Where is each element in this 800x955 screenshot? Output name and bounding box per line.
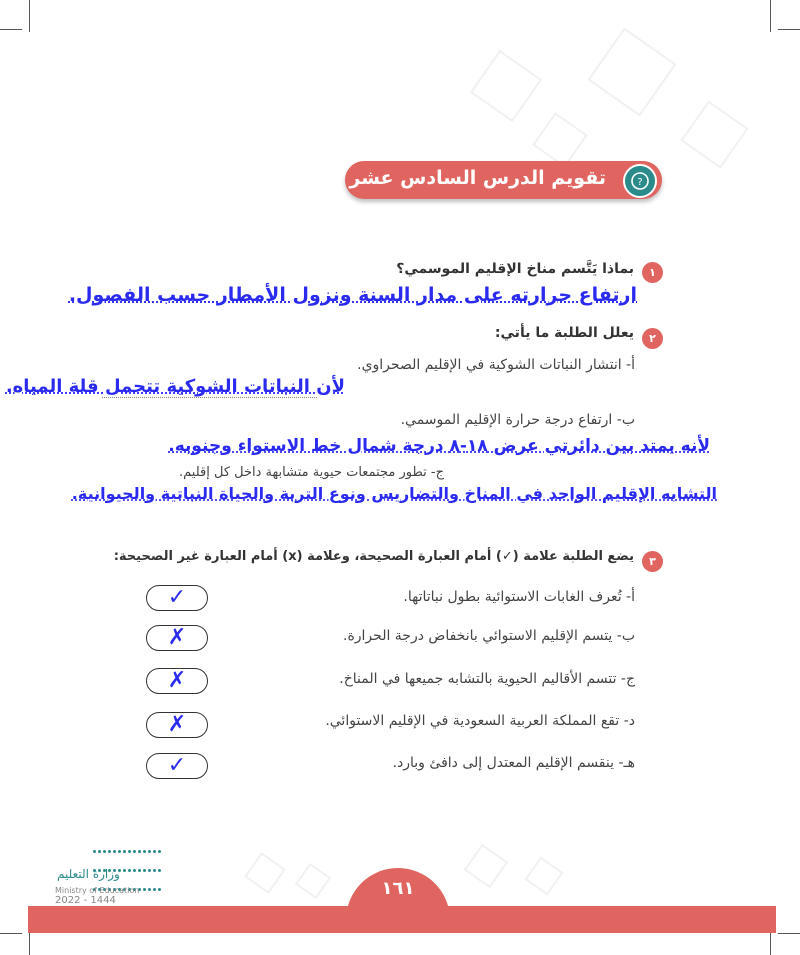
statement-b: ب- يتسم الإقليم الاستوائي بانخفاض درجة الحرارة. — [343, 628, 635, 644]
question-2-item-b: ب- ارتفاع درجة حرارة الإقليم الموسمي. — [400, 412, 635, 428]
crop-mark — [770, 0, 771, 32]
crop-mark — [0, 933, 22, 934]
answer-mark-c[interactable]: ✗ — [146, 668, 208, 694]
question-number-3: ٣ — [642, 551, 663, 572]
crop-mark — [778, 933, 800, 934]
question-3-text: يضع الطلبة علامة (✓) أمام العبارة الصحيحة، وعلامة (x) أمام العبارة غير الصحيحة: — [113, 549, 634, 564]
question-2-item-c: ج- تطور مجتمعات حيوية متشابهة داخل كل إقليم. — [179, 465, 444, 480]
lesson-title: تقويم الدرس السادس عشر — [349, 167, 606, 189]
background-decoration — [532, 112, 588, 168]
statement-c: ج- تتسم الأقاليم الحيوية بالتشابه جميعها في المناخ. — [339, 671, 635, 687]
answer-mark-d[interactable]: ✗ — [146, 712, 208, 738]
ministry-year: 2022 - 1444 — [55, 895, 116, 906]
question-2-answer-c: التشابه الإقليم الواحد في المناخ والتضاريس ونوع التربة والحياة النباتية والحيوانية. — [71, 484, 717, 503]
background-decoration — [464, 844, 509, 889]
statement-d: د- تقع المملكة العربية السعودية في الإقليم الاستوائي. — [325, 713, 635, 729]
background-decoration — [295, 863, 331, 899]
lesson-title-banner — [345, 161, 662, 199]
question-1-text: بماذا يَتَّسم مناخ الإقليم الموسمي؟ — [396, 261, 634, 277]
answer-mark-b[interactable]: ✗ — [146, 625, 208, 651]
question-number-1: ١ — [642, 262, 663, 283]
crop-mark — [778, 29, 800, 30]
answer-mark-e[interactable]: ✓ — [146, 753, 208, 779]
ministry-name-en: Ministry of Education — [55, 886, 140, 895]
answer-mark-a[interactable]: ✓ — [146, 585, 208, 611]
background-decoration — [470, 50, 542, 122]
question-2-item-a: أ- انتشار النباتات الشوكية في الإقليم الصحراوي. — [357, 357, 635, 373]
question-number-2: ٢ — [642, 328, 663, 349]
background-decoration — [680, 100, 748, 168]
statement-a: أ- تُعرف الغابات الاستوائية بطول نباتاتها. — [403, 589, 635, 605]
crop-mark — [0, 29, 22, 30]
ministry-name-ar: وزارة التعليم — [57, 867, 120, 881]
answer-line — [102, 397, 317, 398]
crop-mark — [29, 0, 30, 32]
statement-e: هـ- ينقسم الإقليم المعتدل إلى دافئ وبارد. — [392, 755, 635, 771]
question-1-answer: ارتفاع حرارته على مدار السنة ونزول الأمطار حسب الفصول. — [68, 284, 637, 306]
background-decoration — [244, 852, 286, 894]
question-2-text: يعلل الطلبة ما يأتي: — [494, 325, 634, 341]
question-2-answer-a: لأن النباتات الشوكية تتحمل قلة المياه. — [5, 376, 345, 397]
svg-text:?: ? — [637, 177, 643, 188]
question-2-answer-b: لأنه يمتد بين دائرتي عرض ١٨-٨ درجة شمال خط الاستواء وجنوبه. — [168, 436, 710, 456]
thinking-head-icon — [623, 164, 657, 198]
page-number: ١٦١ — [381, 878, 415, 899]
background-decoration — [587, 27, 676, 116]
background-decoration — [525, 857, 564, 896]
